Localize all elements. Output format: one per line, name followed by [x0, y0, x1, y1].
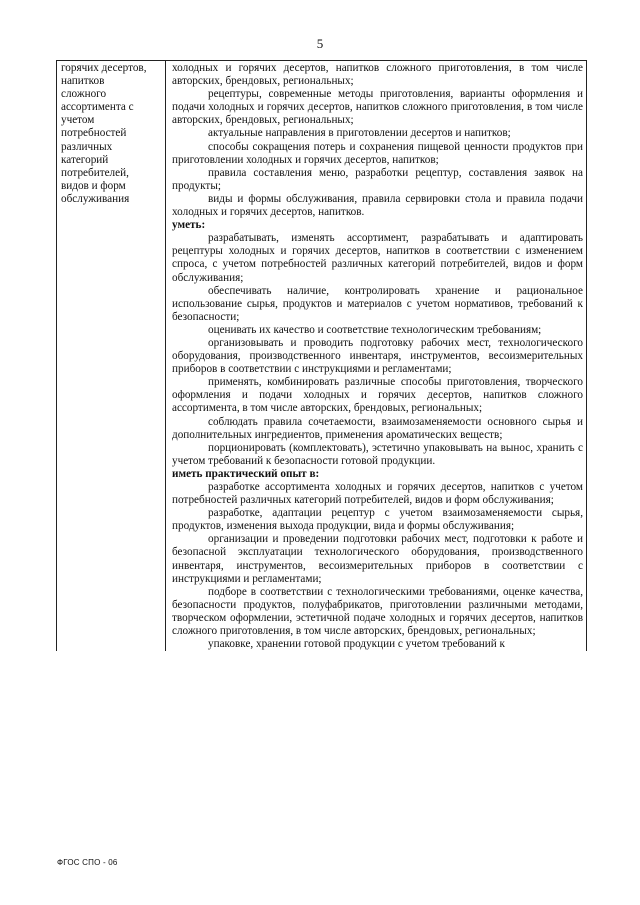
- experience-item: упаковке, хранении готовой продукции с учетом требований к: [208, 638, 505, 651]
- competency-name-line: учетом: [61, 114, 95, 127]
- skills-item: применять, комбинировать различные способы приготовления, творческого оформления и подачи холодных и горячих десертов, напитков сложного ассортимента, в том числе авторских, брендовых, региональных;: [172, 376, 583, 415]
- knowledge-item: холодных и горячих десертов, напитков сложного приготовления, в том числе авторских, брендовых, региональных;: [172, 62, 583, 88]
- knowledge-item: способы сокращения потерь и сохранения пищевой ценности продуктов при приготовлении холодных и горячих десертов, напитков;: [172, 140, 583, 166]
- competency-name-line: горячих десертов,: [61, 62, 147, 74]
- skills-heading: уметь:: [172, 219, 206, 232]
- experience-item: подборе в соответствии с технологическими требованиями, оценке качества, безопасности продуктов, полуфабрикатов, приготовлении различными методами, творческом оформлении, эстетичной подаче холодных и горячих десертов, напитков сложного приготовления, в том числе авторских, брендовых, региональных;: [172, 585, 583, 638]
- competency-name-line: напитков: [61, 75, 105, 88]
- footer-code: ФГОС СПО - 06: [57, 858, 118, 867]
- skills-item: оценивать их качество и соответствие технологическим требованиям;: [208, 323, 542, 336]
- skills-item: организовывать и проводить подготовку рабочих мест, технологического оборудования, производственного инвентаря, инструментов, весоизмерительных приборов в соответствии с инструкциями и регламентами;: [172, 336, 583, 376]
- competency-name-line: различных: [61, 140, 113, 153]
- requirements-cell: [166, 61, 587, 652]
- skills-item: порционировать (комплектовать), эстетично упаковывать на вынос, хранить с учетом требований к безопасности готовой продукции.: [172, 441, 583, 467]
- skills-item: разрабатывать, изменять ассортимент, разрабатывать и адаптировать рецептуры холодных и горячих десертов, напитков в соответствии с изменением спроса, с учетом потребностей различных категорий потребителей, видов и форм обслуживания;: [172, 232, 583, 284]
- competency-name-line: потребностей: [61, 127, 127, 140]
- competency-name-line: сложного: [61, 88, 107, 101]
- knowledge-item: рецептуры, современные методы приготовления, варианты оформления и подачи холодных и горячих десертов, напитков сложного приготовления, в том числе авторских, брендовых, региональных;: [172, 88, 583, 127]
- table-row: [57, 61, 587, 652]
- knowledge-item: актуальные направления в приготовлении десертов и напитков;: [208, 127, 511, 140]
- experience-heading: иметь практический опыт в:: [172, 467, 320, 480]
- experience-item: разработке, адаптации рецептур с учетом взаимозаменяемости сырья, продуктов, изменения выхода продукции, вида и формы обслуживания;: [172, 507, 583, 533]
- skills-item: обеспечивать наличие, контролировать хранение и рациональное использование сырья, продуктов и материалов с учетом нормативов, требований к безопасности;: [172, 284, 583, 323]
- competency-name-line: ассортимента с: [61, 101, 134, 114]
- competency-name-line: категорий: [61, 153, 109, 166]
- competency-name-cell: [57, 61, 166, 652]
- experience-item: разработке ассортимента холодных и горячих десертов, напитков с учетом потребностей различных категорий потребителей, видов и форм обслуживания;: [172, 481, 583, 507]
- page-number: 5: [316, 36, 324, 51]
- knowledge-item: виды и формы обслуживания, правила сервировки стола и правила подачи холодных и горячих десертов, напитков.: [172, 192, 583, 219]
- competency-name-line: видов и форм: [61, 179, 126, 192]
- experience-item: организации и проведении подготовки рабочих мест, подготовки к работе и безопасной эксплуатации технологического оборудования, производственного инвентаря, инструментов, весоизмерительных приборов в соответствии с инструкциями и регламентами;: [172, 533, 583, 585]
- competency-table: [56, 60, 587, 651]
- competency-name-line: потребителей,: [61, 166, 129, 179]
- competency-name-line: обслуживания: [61, 192, 130, 205]
- knowledge-item: правила составления меню, разработки рецептур, составления заявок на продукты;: [172, 166, 583, 192]
- skills-item: соблюдать правила сочетаемости, взаимозаменяемости основного сырья и дополнительных ингредиентов, применения ароматических веществ;: [172, 415, 583, 441]
